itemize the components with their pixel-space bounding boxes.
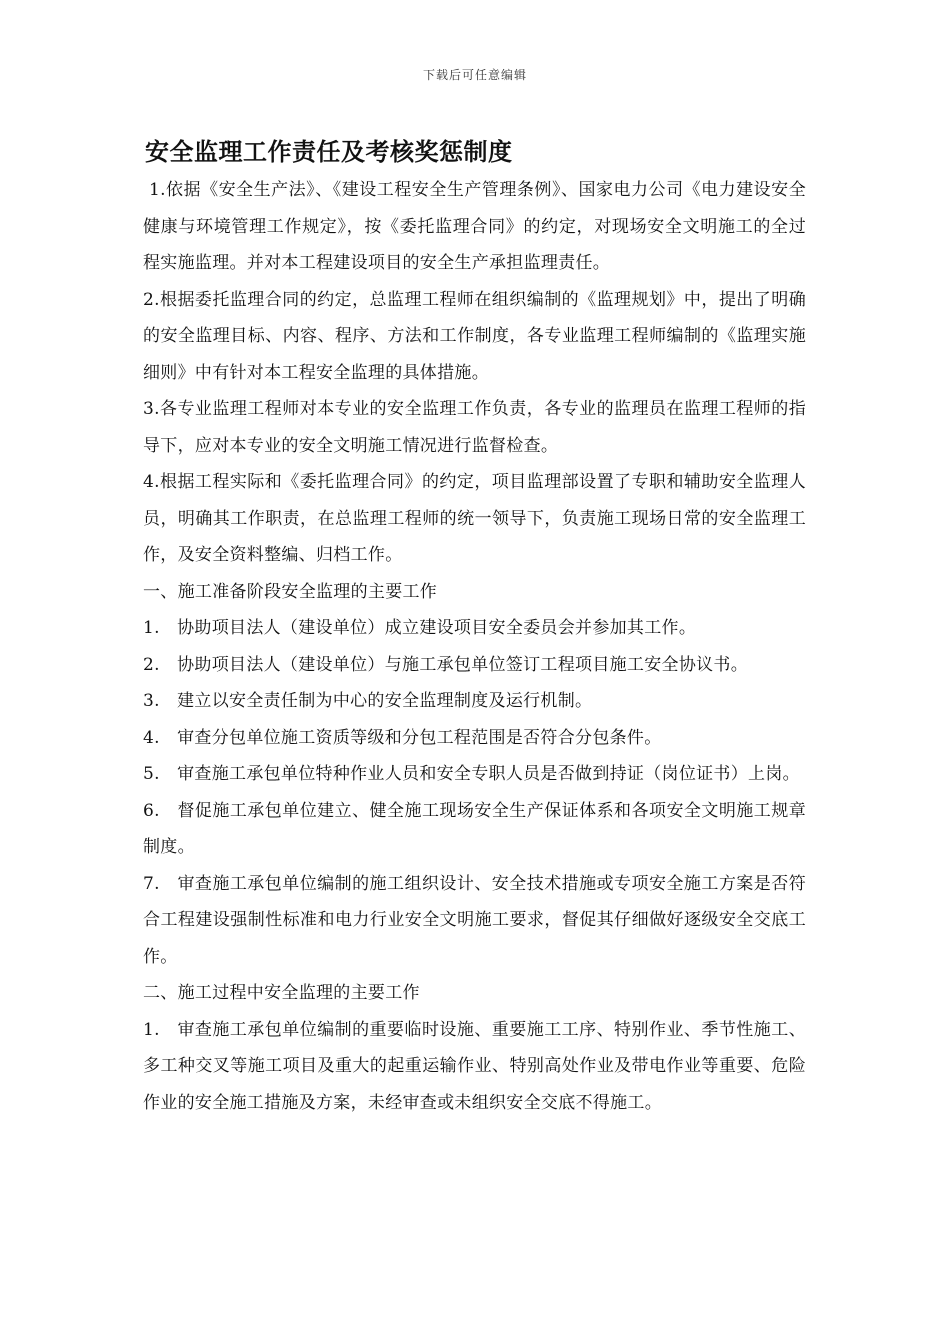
list-item: 1. 审查施工承包单位编制的重要临时设施、重要施工工序、特别作业、季节性施工、多工种交叉等施工项目及重大的起重运输作业、特别高处作业及带电作业等重要、危险作业的安全施工措施及方案，未经审查或未组织安全交底不得施工。 <box>143 1019 806 1113</box>
list-item: 2. 协助项目法人（建设单位）与施工承包单位签订工程项目施工安全协议书。 <box>143 654 749 675</box>
list-item: 7. 审查施工承包单位编制的施工组织设计、安全技术措施或专项安全施工方案是否符合工程建设强制性标准和电力行业安全文明施工要求，督促其仔细做好逐级安全交底工作。 <box>143 873 806 967</box>
paragraph-3: 3.各专业监理工程师对本专业的安全监理工作负责，各专业的监理员在监理工程师的指导下，应对本专业的安全文明施工情况进行监督检查。 <box>143 399 806 456</box>
list-item: 5. 审查施工承包单位特种作业人员和安全专职人员是否做到持证（岗位证书）上岗。 <box>143 764 800 784</box>
list-item: 1. 协助项目法人（建设单位）成立建设项目安全委员会并参加其工作。 <box>143 618 697 638</box>
document-title: 安全监理工作责任及考核奖惩制度 <box>145 138 513 166</box>
document-body <box>143 172 806 1121</box>
list-item: 4. 审查分包单位施工资质等级和分包工程范围是否符合分包条件。 <box>143 727 662 748</box>
section-2-heading: 二、施工过程中安全监理的主要工作 <box>143 983 420 1003</box>
paragraph-4: 4.根据工程实际和《委托监理合同》的约定，项目监理部设置了专职和辅助安全监理人员，明确其工作职责，在总监理工程师的统一领导下，负责施工现场日常的安全监理工作，及安全资料整编、归档工作。 <box>143 472 806 565</box>
list-item: 3. 建立以安全责任制为中心的安全监理制度及运行机制。 <box>143 691 593 711</box>
list-item: 6. 督促施工承包单位建立、健全施工现场安全生产保证体系和各项安全文明施工规章制度。 <box>143 800 806 857</box>
paragraph-1: 1.依据《安全生产法》、《建设工程安全生产管理条例》、国家电力公司《电力建设安全健康与环境管理工作规定》，按《委托监理合同》的约定，对现场安全文明施工的全过程实施监理。并对本工程建设项目的安全生产承担监理责任。 <box>143 180 806 273</box>
paragraph-2: 2.根据委托监理合同的约定，总监理工程师在组织编制的《监理规划》中，提出了明确的安全监理目标、内容、程序、方法和工作制度，各专业监理工程师编制的《监理实施细则》中有针对本工程安全监理的具体措施。 <box>143 289 806 383</box>
header-note: 下载后可任意编辑 <box>422 68 527 82</box>
section-1-heading: 一、施工准备阶段安全监理的主要工作 <box>143 581 438 602</box>
